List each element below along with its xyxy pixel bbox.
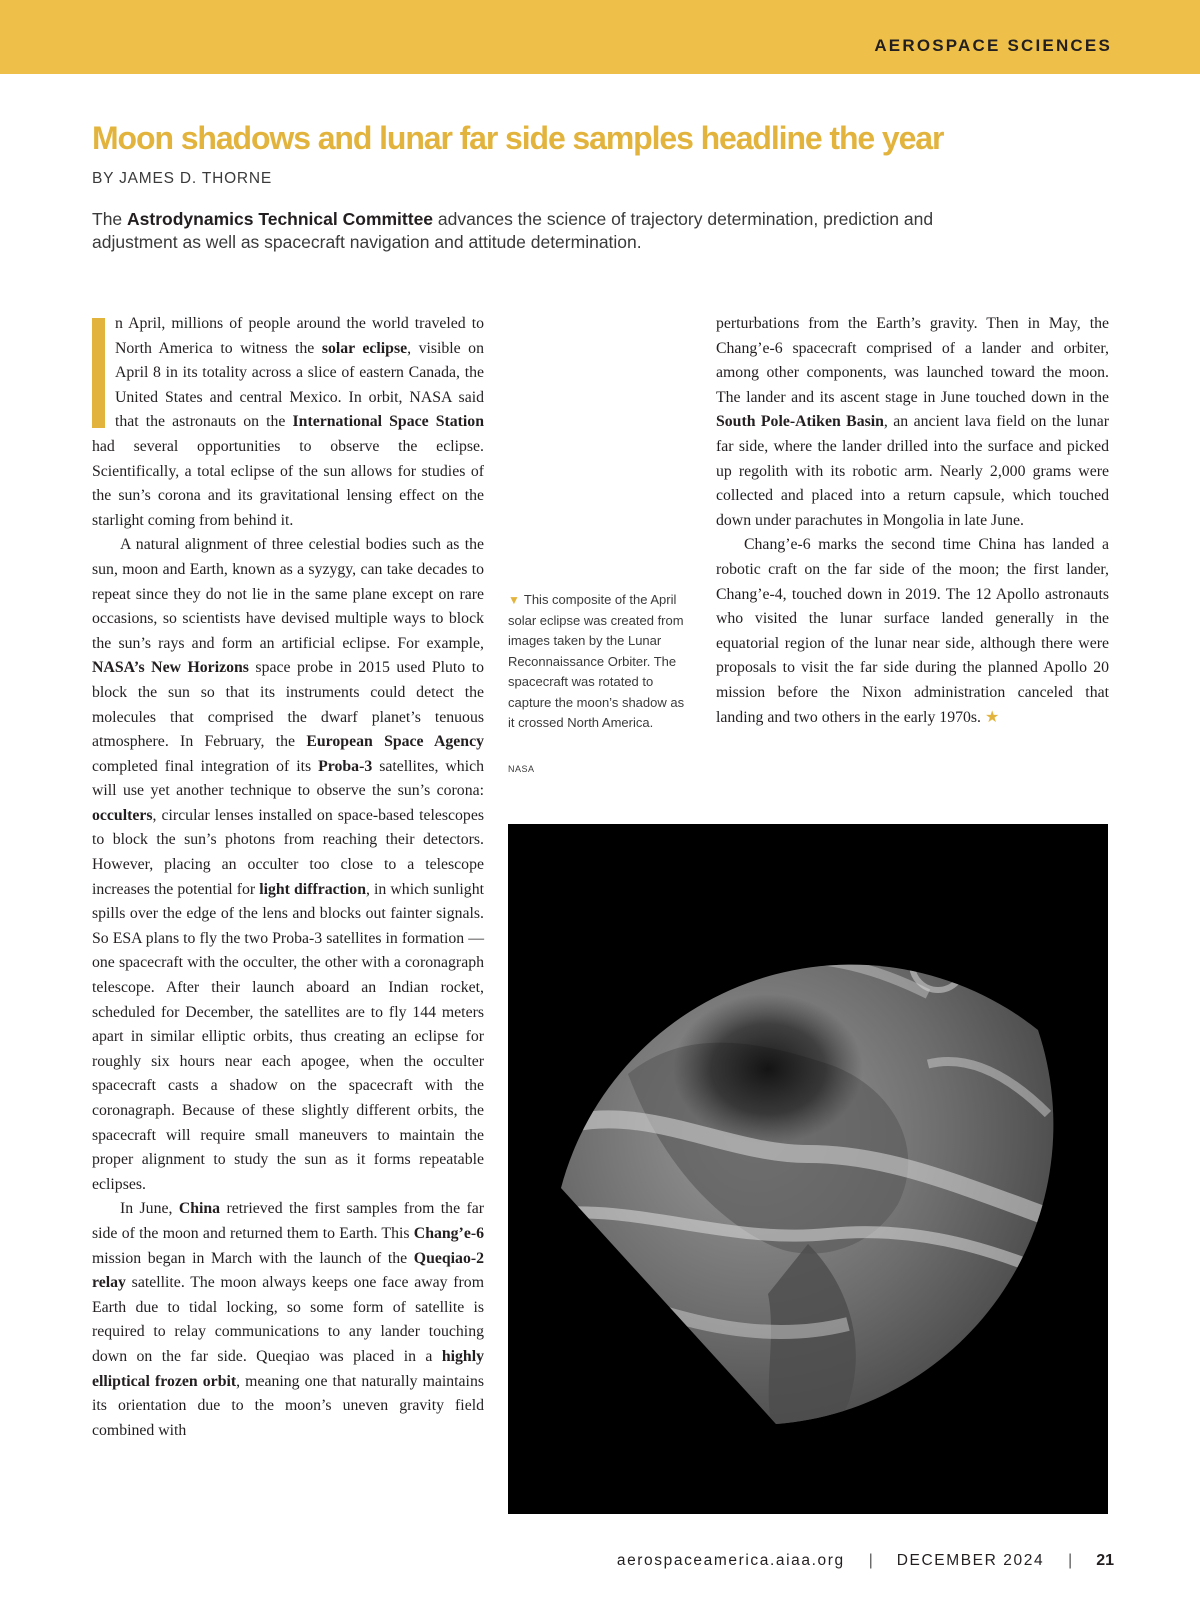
text-run: Chang’e-6 marks the second time China has landed a robotic craft on the far side of the moon; the first lander, Chang’e-4, touched down in 2019. The 12 Apollo astronauts who visited the lunar surface landed generally in the equatorial region of the lunar near side, although there were proposals to visit the far side during the planned Apollo 20 mission before the Nixon administration canceled that landing and two others in the early 1970s. [716, 536, 1109, 726]
text-run: satellite. The moon always keeps one face away from Earth due to tidal locking, so some form of satellite is required to relay communications to any lander touching down on the far side. Queqiao was placed in a [92, 1274, 484, 1365]
bold-term: Queqiao-2 relay [92, 1249, 484, 1292]
end-star-icon: ★ [984, 708, 1000, 726]
text-run: completed final integration of its [92, 757, 319, 775]
text-run: , visible on April 8 in its totality across a slice of eastern Canada, the United States and central Mexico. In orbit, NASA said that the astronauts on the [115, 339, 484, 431]
bold-term: solar eclipse [321, 339, 408, 357]
footer-separator: | [1068, 1552, 1073, 1569]
eclipse-earth-photo [508, 824, 1108, 1514]
paragraph [92, 1197, 484, 1443]
body-column-left [92, 312, 484, 1443]
intro-committee: Astrodynamics Technical Committee [127, 209, 434, 229]
footer-date: DECEMBER 2024 [896, 1552, 1045, 1569]
text-run: retrieved the first samples from the far side of the moon and returned them to Earth. This [92, 1200, 484, 1242]
footer-separator: | [868, 1552, 873, 1569]
byline: BY JAMES D. THORNE [92, 170, 273, 187]
caption-text: This composite of the April solar eclipse was created from images taken by the Lunar Reconnaissance Orbiter. The spacecraft was rotated to capture the moon’s shadow as it crossed North America. [508, 592, 685, 730]
caption-triangle-icon: ▼ [508, 593, 520, 607]
bold-term: occulters [92, 806, 153, 824]
paragraph [92, 312, 484, 533]
paragraph [716, 312, 1109, 533]
section-header-bar [0, 0, 1200, 74]
earth-globe-image [508, 824, 1108, 1514]
intro-post: advances the science of trajectory determination, prediction and adjustment as well as spacecraft navigation and attitude determination. [92, 209, 934, 252]
bold-term: NASA’s New Horizons [92, 659, 249, 677]
bold-term: Chang’e-6 [413, 1224, 484, 1242]
text-run: had several opportunities to observe the eclipse. Scientifically, a total eclipse of the sun allows for studies of the sun’s corona and its gravitational lensing effect on the starlight coming from behind it. [92, 437, 484, 529]
photo-caption [508, 590, 694, 734]
text-run: perturbations from the Earth’s gravity. Then in May, the Chang’e-6 spacecraft comprised of a lander and orbiter, among other components, was launched toward the moon. The lander and its ascent stage in June touched down in the [716, 315, 1109, 406]
bold-term: Proba-3 [318, 757, 373, 775]
bold-term: South Pole-Atiken Basin [716, 413, 884, 431]
text-run: A natural alignment of three celestial bodies such as the sun, moon and Earth, known as a syzygy, can take decades to repeat since they do not lie in the same plane except on rare occasions, so scientists have devised multiple ways to block the sun’s rays and form an artificial eclipse. For example, [92, 536, 484, 652]
paragraph [716, 533, 1109, 730]
article-title: Moon shadows and lunar far side samples headline the year [92, 120, 944, 156]
text-run: n April, millions of people around the world traveled to North America to witness the [115, 315, 484, 357]
bold-term: light diffraction [259, 880, 366, 898]
page-number: 21 [1096, 1552, 1114, 1569]
footer-url: aerospaceamerica.aiaa.org [616, 1552, 845, 1569]
bold-term: China [178, 1200, 221, 1218]
drop-cap-bar [92, 318, 105, 428]
text-run: , meaning one that naturally maintains its orientation due to the moon’s uneven gravity field combined with [92, 1372, 484, 1439]
bold-term: highly elliptical frozen orbit [92, 1347, 484, 1390]
text-run: mission began in March with the launch of the [92, 1249, 414, 1267]
paragraph [92, 533, 484, 1197]
page-footer [617, 1552, 1114, 1570]
text-run: , circular lenses installed on space-based telescopes to block the sun’s photons from reaching their detectors. However, placing an occulter too close to a telescope increases the potential for [92, 806, 484, 898]
text-run: , an ancient lava field on the lunar far side, where the lander drilled into the surface and picked up regolith with its robotic arm. Nearly 2,000 grams were collected and placed into a return capsule, which touched down under parachutes in Mongolia in late June. [716, 413, 1109, 529]
intro-pre: The [92, 209, 128, 229]
text-run: In June, [120, 1200, 179, 1218]
text-run: space probe in 2015 used Pluto to block the sun so that its instruments could detect the molecules that comprised the dwarf planet’s tenuous atmosphere. In February, the [92, 659, 484, 751]
bold-term: European Space Agency [306, 733, 484, 751]
body-column-right [716, 312, 1109, 730]
photo-credit: NASA [508, 764, 535, 774]
text-run: satellites, which will use yet another technique to observe the sun’s corona: [92, 757, 484, 800]
intro-deck [92, 208, 992, 254]
text-run: , in which sunlight spills over the edge of the lens and blocks out fainter signals. So ESA plans to fly the two Proba-3 satellites in formation — one spacecraft with the occulter, the other with a coronagraph telescope. After their launch aboard an Indian rocket, scheduled for December, the satellites are to fly 144 meters apart in similar elliptic orbits, thus creating an eclipse for roughly six hours near each apogee, when the occulter spacecraft casts a shadow on the spacecraft with the coronagraph. Because of these slightly different orbits, the spacecraft will require small maneuvers to maintain the proper alignment to study the sun as it forms repeatable eclipses. [92, 880, 484, 1193]
section-label: AEROSPACE SCIENCES [874, 36, 1112, 55]
bold-term: International Space Station [292, 413, 484, 431]
